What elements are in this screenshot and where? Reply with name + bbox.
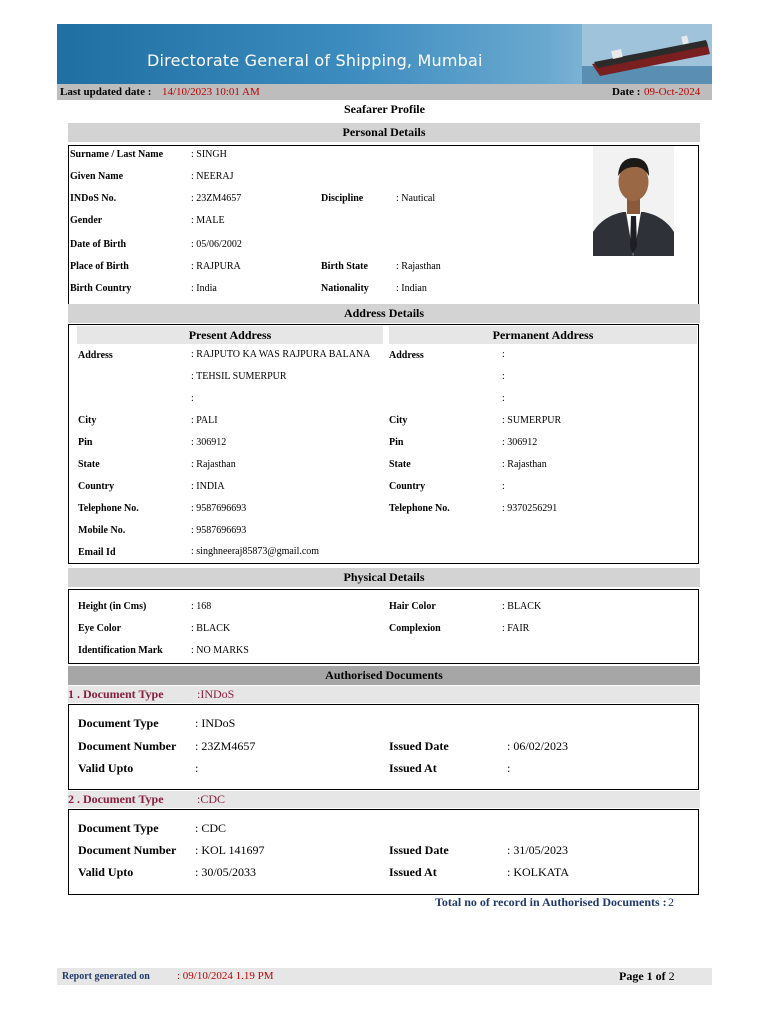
document-type-label: 1 . Document Type bbox=[68, 687, 164, 701]
header-title: Directorate General of Shipping, Mumbai bbox=[147, 51, 483, 70]
meta-bar bbox=[57, 84, 712, 100]
present-state-label: State bbox=[78, 459, 100, 470]
page-number: Page 1 of 2 bbox=[619, 969, 675, 983]
permanent-state-value: : Rajasthan bbox=[502, 459, 547, 470]
permanent-telephone-label: Telephone No. bbox=[389, 503, 450, 514]
date-value: 09-Oct-2024 bbox=[644, 86, 701, 98]
document-type-bar bbox=[68, 791, 700, 808]
footer-bar bbox=[57, 968, 712, 985]
present-address-line2: : TEHSIL SUMERPUR bbox=[191, 371, 287, 382]
address-details-box bbox=[68, 324, 699, 564]
hair-color-label: Hair Color bbox=[389, 601, 436, 612]
present-pin-label: Pin bbox=[78, 437, 93, 448]
report-generated-value: : 09/10/2024 1.19 PM bbox=[177, 970, 274, 982]
hair-color-value: : BLACK bbox=[502, 601, 542, 612]
eye-color-value: : BLACK bbox=[191, 623, 231, 634]
eye-color-label: Eye Color bbox=[78, 623, 122, 634]
issued-at-label: Issued At bbox=[389, 761, 437, 775]
valid-upto-label: Valid Upto bbox=[78, 865, 134, 879]
permanent-city-label: City bbox=[389, 415, 408, 426]
permanent-country-label: Country bbox=[389, 481, 426, 492]
ship-image bbox=[582, 24, 712, 84]
document-type-value: :INDoS bbox=[197, 687, 235, 701]
physical-details-heading: Physical Details bbox=[68, 568, 700, 587]
complexion-value: : FAIR bbox=[502, 623, 530, 634]
present-city-value: : PALI bbox=[191, 415, 218, 426]
present-address-line1: : RAJPUTO KA WAS RAJPURA BALANA bbox=[191, 349, 371, 360]
present-country-value: : INDIA bbox=[191, 481, 225, 492]
document-number-label: Document Number bbox=[78, 739, 177, 753]
total-records-label: Total no of record in Authorised Documents : bbox=[435, 895, 667, 909]
present-country-label: Country bbox=[78, 481, 115, 492]
issued-at-value: : bbox=[507, 761, 511, 775]
present-telephone-label: Telephone No. bbox=[78, 503, 139, 514]
issued-at-value: : KOLKATA bbox=[507, 865, 570, 879]
permanent-pin-value: : 306912 bbox=[502, 437, 538, 448]
issued-at-label: Issued At bbox=[389, 865, 437, 879]
identification-mark-label: Identification Mark bbox=[78, 645, 163, 656]
issued-date-label: Issued Date bbox=[389, 739, 449, 753]
present-pin-value: : 306912 bbox=[191, 437, 227, 448]
complexion-label: Complexion bbox=[389, 623, 441, 634]
report-generated-label: Report generated on bbox=[62, 971, 150, 982]
present-address-label: Address bbox=[78, 350, 113, 361]
document-type-field-value: : CDC bbox=[195, 821, 227, 835]
page-subtitle: Seafarer Profile bbox=[344, 102, 425, 116]
last-updated-value: 14/10/2023 10:01 AM bbox=[162, 86, 260, 98]
authorised-documents-heading: Authorised Documents bbox=[68, 666, 700, 685]
address-details-heading: Address Details bbox=[68, 304, 700, 323]
document-type-bar bbox=[68, 686, 700, 703]
document-type-value: :CDC bbox=[197, 792, 226, 806]
date-label: Date : bbox=[612, 86, 641, 98]
height-value: : 168 bbox=[191, 601, 212, 612]
permanent-state-label: State bbox=[389, 459, 411, 470]
document-type-field-label: Document Type bbox=[78, 821, 159, 835]
total-records-value: 2 bbox=[668, 895, 674, 909]
document-type-field-label: Document Type bbox=[78, 716, 159, 730]
valid-upto-label: Valid Upto bbox=[78, 761, 134, 775]
permanent-city-value: : SUMERPUR bbox=[502, 415, 562, 426]
issued-date-value: : 06/02/2023 bbox=[507, 739, 569, 753]
present-address-line3: : bbox=[191, 393, 194, 404]
issued-date-value: : 31/05/2023 bbox=[507, 843, 569, 857]
present-mobile-label: Mobile No. bbox=[78, 525, 126, 536]
document-number-label: Document Number bbox=[78, 843, 177, 857]
permanent-address-line3: : bbox=[502, 393, 505, 404]
issued-date-label: Issued Date bbox=[389, 843, 449, 857]
header-banner bbox=[57, 24, 712, 84]
valid-upto-value: : 30/05/2033 bbox=[195, 865, 257, 879]
identification-mark-value: : NO MARKS bbox=[191, 645, 249, 656]
document-number-value: : 23ZM4657 bbox=[195, 739, 256, 753]
present-email-value: : singhneeraj85873@gmail.com bbox=[191, 546, 320, 557]
permanent-address-heading: Permanent Address bbox=[389, 326, 697, 344]
present-telephone-value: : 9587696693 bbox=[191, 503, 247, 514]
permanent-country-value: : bbox=[502, 481, 505, 492]
document-type-field-value: : INDoS bbox=[195, 716, 236, 730]
present-city-label: City bbox=[78, 415, 97, 426]
permanent-address-line2: : bbox=[502, 371, 505, 382]
last-updated-label: Last updated date : bbox=[60, 86, 152, 98]
permanent-pin-label: Pin bbox=[389, 437, 404, 448]
valid-upto-value: : bbox=[195, 761, 199, 775]
profile-photo bbox=[593, 146, 674, 256]
present-address-heading: Present Address bbox=[77, 326, 383, 344]
height-label: Height (in Cms) bbox=[78, 601, 147, 612]
present-email-label: Email Id bbox=[78, 547, 116, 558]
permanent-address-line1: : bbox=[502, 349, 505, 360]
document-number-value: : KOL 141697 bbox=[195, 843, 265, 857]
permanent-telephone-value: : 9370256291 bbox=[502, 503, 558, 514]
present-mobile-value: : 9587696693 bbox=[191, 525, 247, 536]
permanent-address-label: Address bbox=[389, 350, 424, 361]
present-state-value: : Rajasthan bbox=[191, 459, 236, 470]
document-type-label: 2 . Document Type bbox=[68, 792, 164, 806]
personal-details-heading: Personal Details bbox=[68, 123, 700, 142]
